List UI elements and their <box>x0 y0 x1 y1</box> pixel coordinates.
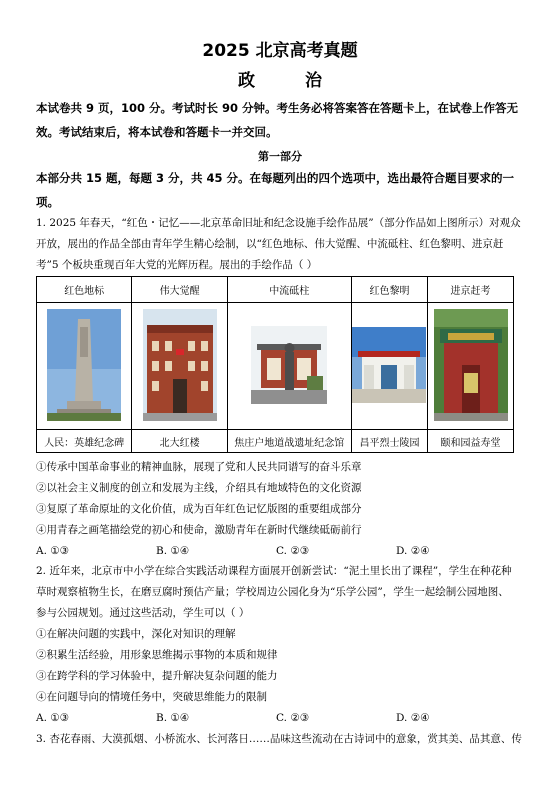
table-header-cell: 红色地标 <box>37 277 132 303</box>
table-image-cell <box>227 303 351 430</box>
q1-stem-line-1: 1. 2025 年春天，“红色・记忆——北京革命旧址和纪念设施手绘作品展”（部分作品如上图所示）对观众 <box>36 217 521 229</box>
section-desc-line-1: 本部分共 15 题，每题 3 分，共 45 分。在每题列出的四个选项中，选出最符合题目要求的一 <box>36 171 515 185</box>
q2-statement-3: ③在跨学科的学习体验中，提升解决复杂问题的能力 <box>36 670 278 682</box>
q1-statement-1: ①传承中国革命事业的精神血脉，展现了党和人民共同谱写的奋斗乐章 <box>36 461 362 473</box>
q2-options <box>36 708 516 728</box>
table-caption-cell: 昌平烈士陵园 <box>351 430 427 453</box>
section-desc-line-2: 项。 <box>36 195 59 209</box>
table-caption-cell: 焦庄户地道战遗址纪念馆 <box>227 430 351 453</box>
q1-stem-line-2: 开放，展出的作品全部由青年学生精心绘制，以“红色地标、伟大觉醒、中流砥柱、红色黎明、进京赶 <box>36 238 504 250</box>
table-image-cell <box>37 303 132 430</box>
table-caption-cell: 人民：英雄纪念碑 <box>37 430 132 453</box>
section-title: 第一部分 <box>258 150 302 163</box>
yishou-hall-painting <box>434 309 508 421</box>
cemetery-gate-painting <box>352 327 426 403</box>
table-header-cell: 红色黎明 <box>351 277 427 303</box>
option-b[interactable]: B. ①④ <box>156 545 190 557</box>
q1-statement-2: ②以社会主义制度的创立和发展为主线，介绍具有地域特色的文化资源 <box>36 482 362 494</box>
q1-artwork-table <box>36 276 514 453</box>
option-d[interactable]: D. ②④ <box>396 712 430 724</box>
table-image-cell <box>428 303 514 430</box>
memorial-hall-painting <box>251 326 327 404</box>
table-caption-cell: 北大红楼 <box>132 430 227 453</box>
option-b[interactable]: B. ①④ <box>156 712 190 724</box>
table-image-cell <box>351 303 427 430</box>
q2-stem-line-3: 参与公园规划。通过这些活动，学生可以（ ） <box>36 607 250 619</box>
monument-painting <box>47 309 121 421</box>
table-caption-cell: 颐和园益寿堂 <box>428 430 514 453</box>
red-building-painting <box>143 309 217 421</box>
exam-subject: 政 治 <box>238 71 344 91</box>
option-d[interactable]: D. ②④ <box>396 545 430 557</box>
q1-options <box>36 541 516 561</box>
table-image-cell <box>132 303 227 430</box>
table-header-cell: 进京赶考 <box>428 277 514 303</box>
intro-line-2: 效。考试结束后，将本试卷和答题卡一并交回。 <box>36 125 278 139</box>
q1-stem-line-3: 考”5 个板块重现百年大党的光辉历程。展出的手绘作品（ ） <box>36 259 318 271</box>
table-header-cell: 伟大觉醒 <box>132 277 227 303</box>
option-c[interactable]: C. ②③ <box>276 712 310 724</box>
option-a[interactable]: A. ①③ <box>36 712 70 724</box>
option-a[interactable]: A. ①③ <box>36 545 70 557</box>
table-header-cell: 中流砥柱 <box>227 277 351 303</box>
q2-statement-1: ①在解决问题的实践中，深化对知识的理解 <box>36 628 236 640</box>
exam-title: 2025 北京高考真题 <box>202 41 358 61</box>
q3-stem-line-1: 3. 杏花春雨、大漠孤烟、小桥流水、长河落日……品味这些流动在古诗词中的意象，赏其美、品其意、传 <box>36 733 522 745</box>
intro-line-1: 本试卷共 9 页，100 分。考试时长 90 分钟。考生务必将答案答在答题卡上，在试卷上作答无 <box>36 101 519 115</box>
q2-stem-line-1: 2. 近年来，北京市中小学在综合实践活动课程方面展开创新尝试：“泥土里长出了课程”，学生在种花种 <box>36 565 512 577</box>
q1-statement-3: ③复原了革命原址的文化价值，成为百年红色记忆版图的重要组成部分 <box>36 503 362 515</box>
q1-statement-4: ④用青春之画笔描绘党的初心和使命，激励青年在新时代继续砥砺前行 <box>36 524 362 536</box>
q2-statement-2: ②积累生活经验，用形象思维揭示事物的本质和规律 <box>36 649 278 661</box>
option-c[interactable]: C. ②③ <box>276 545 310 557</box>
q2-statement-4: ④在问题导向的情境任务中，突破思维能力的限制 <box>36 691 267 703</box>
q2-stem-line-2: 草时观察植物生长，在磨豆腐时预估产量；学校周边公园化身为“乐学公园”，学生一起绘制公园地图、 <box>36 586 509 598</box>
